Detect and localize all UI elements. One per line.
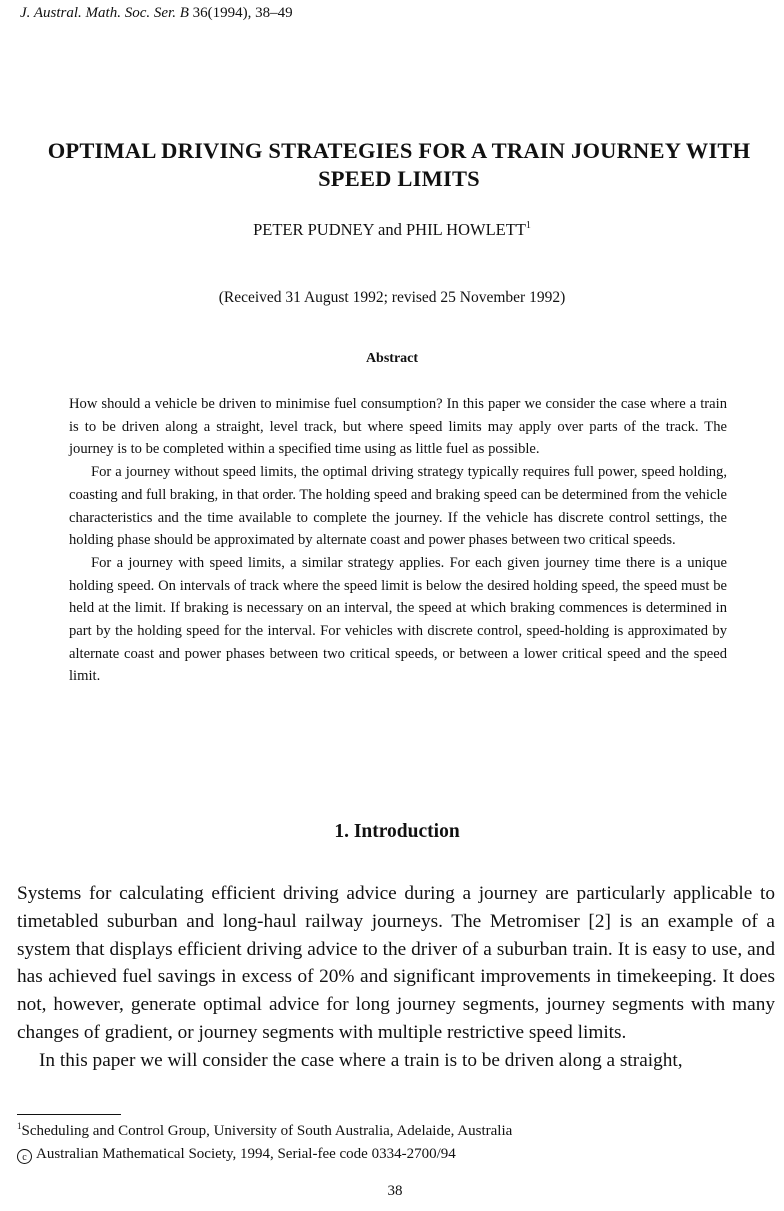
section-body <box>17 880 775 1075</box>
author-footnote-mark: 1 <box>525 220 531 231</box>
affiliation-text: Scheduling and Control Group, University of South Australia, Adelaide, Australia <box>21 1123 513 1139</box>
footnotes <box>17 1120 757 1166</box>
journal-abbreviation: J. Austral. Math. Soc. Ser. B <box>20 5 189 21</box>
copyright-icon: c <box>17 1149 32 1164</box>
body-paragraph: Systems for calculating efficient driving advice during a journey are particularly applicable to timetabled suburban and long-haul railway journeys. The Metromiser [2] is an example of a system that displays efficient driving advice to the driver of a suburban train. It is easy to use, and has achieved fuel savings in excess of 20% and significant improvements in timekeeping. It does not, however, generate optimal advice for long journey segments, journey segments with many changes of gradient, or journey segments with multiple restrictive speed limits. <box>17 883 775 1043</box>
copyright-footnote <box>17 1143 757 1166</box>
affiliation-footnote-mark: 1 <box>17 1121 22 1131</box>
abstract-body <box>69 393 727 688</box>
footnote-divider <box>17 1114 121 1115</box>
journal-reference <box>20 4 293 22</box>
paper-title: OPTIMAL DRIVING STRATEGIES FOR A TRAIN JOURNEY WITH SPEED LIMITS <box>47 138 751 191</box>
abstract-paragraph: For a journey without speed limits, the optimal driving strategy typically requires full power, speed holding, coasting and full braking, in that order. The holding speed and braking speed can be determined from the vehicle characteristics and the time available to complete the journey. If the vehicle has discrete control settings, the holding phase should be approximated by alternate coast and power phases between two critical speeds. <box>69 464 727 549</box>
author-names: PETER PUDNEY and PHIL HOWLETT <box>253 220 526 239</box>
page-number: 38 <box>387 1183 403 1199</box>
affiliation-footnote <box>17 1120 757 1143</box>
section-heading: 1. Introduction <box>334 821 460 842</box>
journal-citation: 36(1994), 38–49 <box>188 5 293 21</box>
copyright-text: Australian Mathematical Society, 1994, Serial-fee code 0334-2700/94 <box>36 1146 456 1162</box>
body-paragraph: In this paper we will consider the case where a train is to be driven along a straight, <box>39 1049 683 1071</box>
received-dates: (Received 31 August 1992; revised 25 November 1992) <box>218 289 566 306</box>
abstract-paragraph: For a journey with speed limits, a similar strategy applies. For each given journey time there is a unique holding speed. On intervals of track where the speed limit is below the desired holding speed, the speed must be held at the limit. If braking is necessary on an interval, the speed at which braking commences is determined in part by the holding speed for the interval. For vehicles with discrete control, speed-holding is approximated by alternate coast and power phases between two critical speeds, or between a lower critical speed and the speed limit. <box>69 554 727 685</box>
author-line <box>0 219 784 241</box>
abstract-heading: Abstract <box>365 351 419 366</box>
abstract-paragraph: How should a vehicle be driven to minimise fuel consumption? In this paper we consider the case where a train is to be driven along a straight, level track, but where speed limits may apply over parts of the track. The journey is to be completed within a specified time using as little fuel as possible. <box>69 396 727 458</box>
